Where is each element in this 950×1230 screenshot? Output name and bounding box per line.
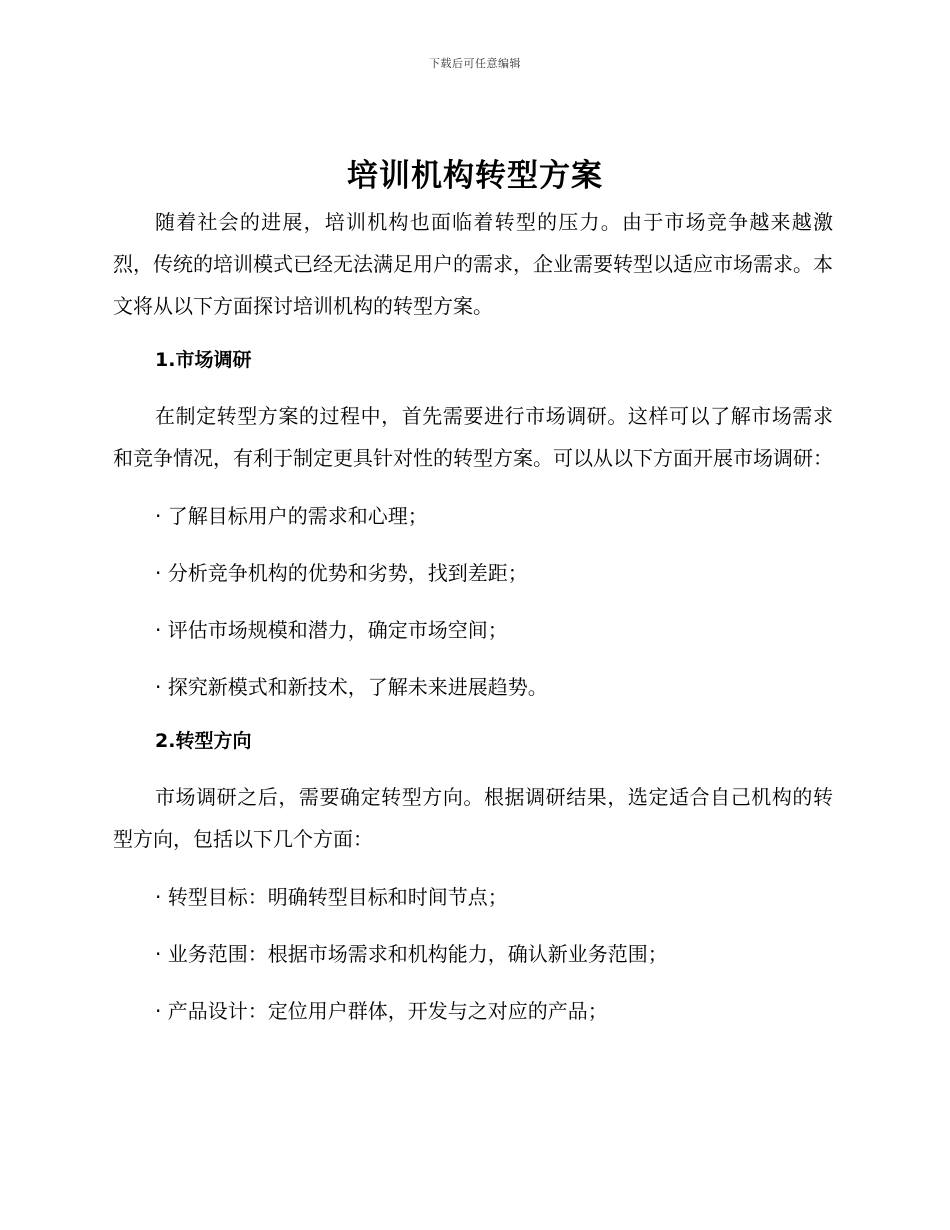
market-research-list <box>113 495 833 708</box>
transformation-direction-paragraph: 市场调研之后，需要确定转型方向。根据调研结果，选定适合自己机构的转型方向，包括以下几个方面： <box>113 785 833 851</box>
intro-paragraph: 随着社会的进展，培训机构也面临着转型的压力。由于市场竞争越来越激烈，传统的培训模式已经无法满足用户的需求，企业需要转型以适应市场需求。本文将从以下方面探讨培训机构的转型方案。 <box>113 210 833 318</box>
list-item: · 产品设计：定位用户群体，开发与之对应的产品； <box>155 999 608 1023</box>
list-item: · 了解目标用户的需求和心理； <box>155 504 428 528</box>
transformation-direction-list <box>113 876 833 1032</box>
section-heading-transformation-direction: 2.转型方向 <box>155 730 252 752</box>
section-heading-market-research: 1.市场调研 <box>155 349 252 371</box>
list-item: · 评估市场规模和潜力，确定市场空间； <box>155 618 508 642</box>
document-title: 培训机构转型方案 <box>347 158 603 194</box>
market-research-paragraph: 在制定转型方案的过程中，首先需要进行市场调研。这样可以了解市场需求和竞争情况，有利于制定更具针对性的转型方案。可以从以下方面开展市场调研： <box>113 404 833 470</box>
list-item: · 转型目标：明确转型目标和时间节点； <box>155 885 508 909</box>
list-item: · 分析竞争机构的优势和劣势，找到差距； <box>155 561 528 585</box>
document-body <box>113 201 833 1032</box>
list-item: · 业务范围：根据市场需求和机构能力，确认新业务范围； <box>155 942 668 966</box>
list-item: · 探究新模式和新技术，了解未来进展趋势。 <box>155 675 548 699</box>
header-note: 下载后可任意编辑 <box>429 57 521 70</box>
